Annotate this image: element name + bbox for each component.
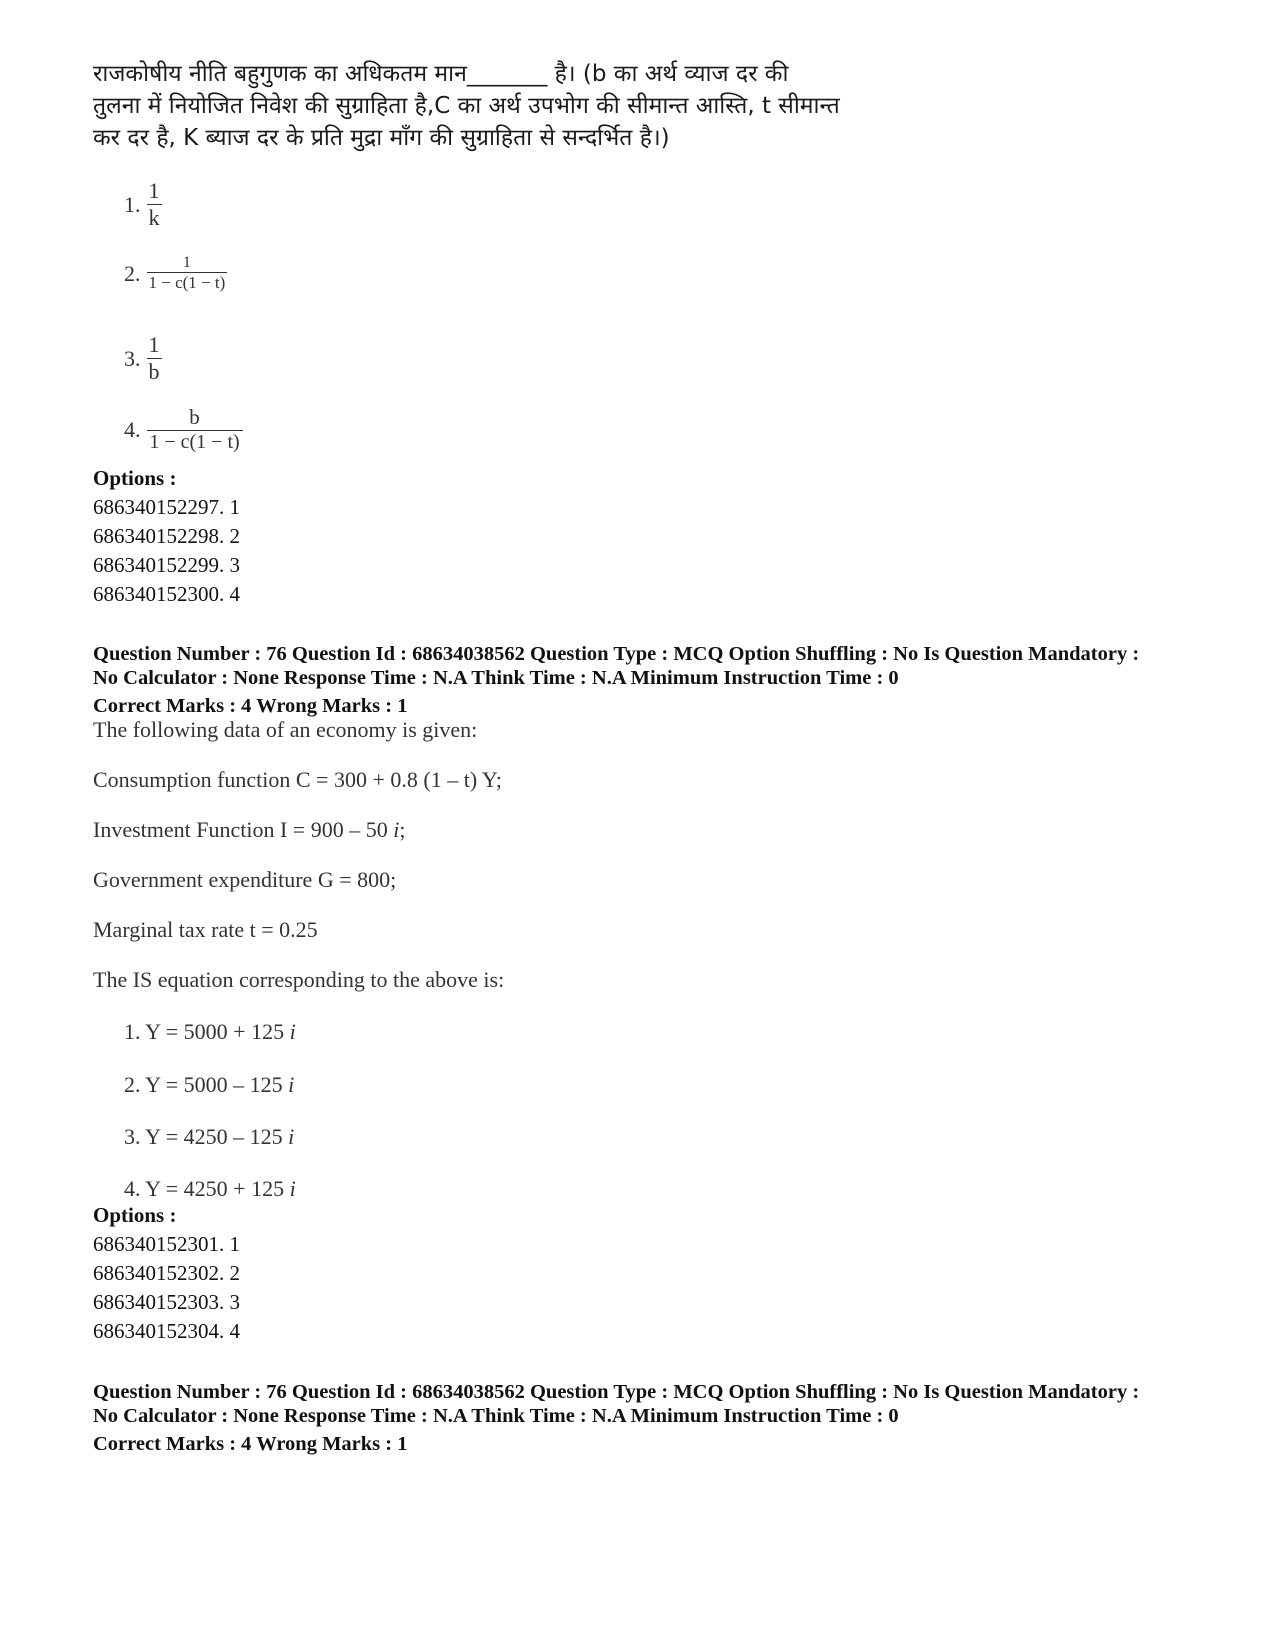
options-title: Options : (93, 466, 177, 490)
fraction (147, 405, 243, 454)
fraction (147, 178, 162, 231)
choice-2-label: 2. (124, 260, 141, 286)
numerator: 1 (147, 254, 227, 273)
marginal-tax-rate: Marginal tax rate t = 0.25 (93, 917, 318, 942)
fraction (147, 254, 228, 293)
hindi-line-3: कर दर है, K ब्याज दर के प्रति मुद्रा माँग की सुग्राहिता से सन्दर्भित है।) (93, 125, 670, 151)
question-intro: The following data of an economy is given: (93, 717, 478, 742)
meta-line-1: Question Number : 76 Question Id : 68634038562 Question Type : MCQ Option Shuffling : No Is Question Mandatory : (93, 1381, 1140, 1403)
choice-var: i (288, 1124, 295, 1149)
choice-3 (124, 1124, 294, 1150)
option-id: 686340152303. 3 (93, 1290, 240, 1314)
denominator: k (148, 205, 160, 230)
numerator: 1 (148, 332, 160, 357)
option-id: 686340152300. 4 (93, 582, 240, 606)
option-id: 686340152302. 2 (93, 1261, 240, 1285)
choice-3-label: 3. (124, 345, 141, 371)
option-id: 686340152299. 3 (93, 553, 240, 577)
option-id: 686340152304. 4 (93, 1319, 240, 1343)
choice-text: 4. Y = 4250 + 125 (124, 1176, 290, 1201)
question-meta-q76 (93, 642, 1139, 718)
choice-text: 3. Y = 4250 – 125 (124, 1124, 289, 1149)
meta-line-1: Question Number : 76 Question Id : 68634038562 Question Type : MCQ Option Shuffling : No Is Question Mandatory : (93, 643, 1140, 665)
choice-4-label: 4. (124, 416, 141, 442)
choice-var: i (288, 1072, 295, 1097)
denominator: 1 − c(1 − t) (148, 273, 226, 292)
consumption-function: Consumption function C = 300 + 0.8 (1 – t) Y; (93, 767, 502, 792)
choice-text: 1. Y = 5000 + 125 (124, 1019, 290, 1044)
government-expenditure: Government expenditure G = 800; (93, 867, 397, 892)
question-meta-q76-repeat (93, 1380, 1139, 1456)
choice-text: 2. Y = 5000 – 125 (124, 1072, 289, 1097)
choice-1-label: 1. (124, 191, 141, 217)
choice-1 (124, 1019, 296, 1045)
choice-4 (124, 405, 243, 454)
marks-line: Correct Marks : 4 Wrong Marks : 1 (93, 1433, 408, 1455)
numerator: 1 (148, 178, 160, 203)
choice-4 (124, 1176, 296, 1202)
option-id: 686340152298. 2 (93, 524, 240, 548)
options-title: Options : (93, 1203, 177, 1227)
hindi-line-2: तुलना में नियोजित निवेश की सुग्राहिता है,C का अर्थ उपभोग की सीमान्त आस्ति, t सीमान्त (93, 93, 840, 119)
meta-line-2: No Calculator : None Response Time : N.A Think Time : N.A Minimum Instruction Time : 0 (93, 667, 899, 689)
options-list-q75 (93, 464, 240, 609)
investment-prefix: Investment Function I = 900 – 50 (93, 817, 394, 842)
option-id: 686340152297. 1 (93, 495, 240, 519)
option-id: 686340152301. 1 (93, 1232, 240, 1256)
hindi-line-1: राजकोषीय नीति बहुगुणक का अधिकतम मान_______ है। (b का अर्थ व्याज दर की (93, 61, 789, 87)
meta-line-2: No Calculator : None Response Time : N.A Think Time : N.A Minimum Instruction Time : 0 (93, 1405, 899, 1427)
investment-function (93, 817, 405, 843)
choice-2 (124, 1072, 294, 1098)
denominator: b (148, 359, 160, 384)
choice-2 (124, 254, 227, 293)
marks-line: Correct Marks : 4 Wrong Marks : 1 (93, 695, 408, 717)
denominator: 1 − c(1 − t) (149, 431, 240, 453)
numerator: b (147, 405, 243, 431)
options-list-q76 (93, 1201, 240, 1346)
fraction (147, 332, 162, 385)
choice-var: i (289, 1019, 296, 1044)
choice-var: i (289, 1176, 296, 1201)
choice-3 (124, 332, 162, 385)
choice-1 (124, 178, 162, 231)
investment-suffix: ; (399, 817, 406, 842)
question-text-hindi (93, 58, 913, 154)
investment-var: i (393, 817, 400, 842)
question-prompt: The IS equation corresponding to the above is: (93, 967, 505, 992)
